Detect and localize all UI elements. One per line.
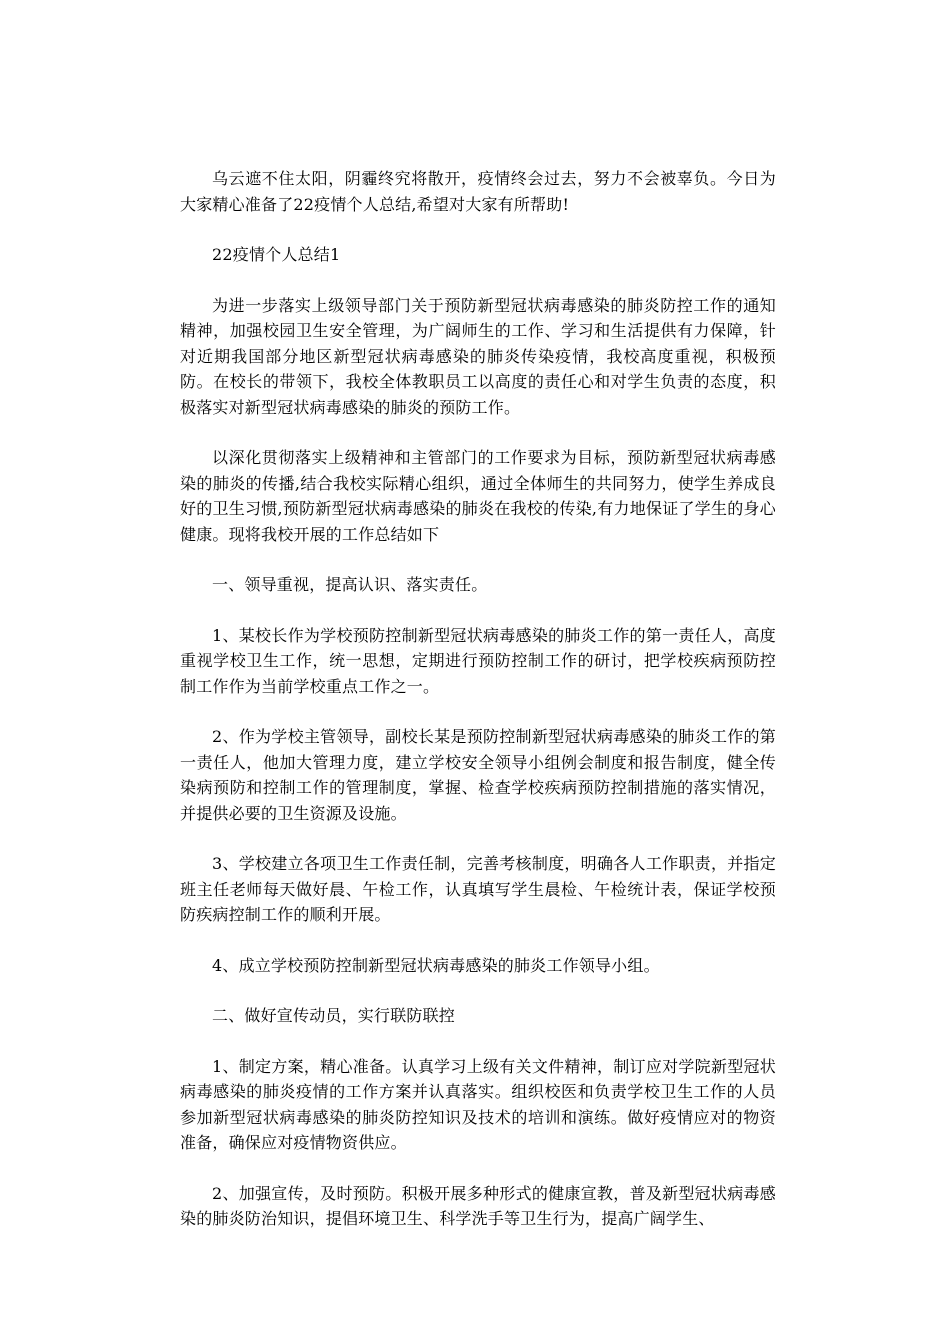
paragraph-spacer <box>180 978 776 1003</box>
paragraph-spacer <box>180 1029 776 1054</box>
list-item: 1、某校长作为学校预防控制新型冠状病毒感染的肺炎工作的第一责任人，高度重视学校卫生工作，统一思想，定期进行预防控制工作的研讨，把学校疾病预防控制工作作为当前学校重点工作之一。 <box>180 625 776 696</box>
list-item: 4、成立学校预防控制新型冠状病毒感染的肺炎工作领导小组。 <box>212 955 660 975</box>
paragraph-spacer <box>180 598 776 623</box>
body-paragraph: 为进一步落实上级领导部门关于预防新型冠状病毒感染的肺炎防控工作的通知精神，加强校园卫生安全管理，为广阔师生的工作、学习和生活提供有力保障，针对近期我国部分地区新型冠状病毒感染的肺炎传染疫情，我校高度重视，积极预防。在校长的带领下，我校全体教职员工以高度的责任心和对学生负责的态度，积极落实对新型冠状病毒感染的肺炎的预防工作。 <box>180 295 776 417</box>
paragraph-spacer <box>180 547 776 572</box>
paragraph-spacer <box>180 699 776 724</box>
paragraph-spacer <box>180 420 776 445</box>
paragraph-spacer <box>180 217 776 242</box>
heading-one: 一、领导重视，提高认识、落实责任。 <box>212 575 488 594</box>
paragraph-spacer <box>180 1156 776 1181</box>
document-body <box>180 166 776 1232</box>
list-item: 3、学校建立各项卫生工作责任制，完善考核制度，明确各人工作职责，并指定班主任老师每天做好晨、午检工作，认真填写学生晨检、午检统计表，保证学校预防疾病控制工作的顺利开展。 <box>180 854 776 924</box>
paragraph-spacer <box>180 928 776 953</box>
section-title: 22疫情个人总结1 <box>212 245 341 264</box>
list-item: 1、制定方案，精心准备。认真学习上级有关文件精神，制订应对学院新型冠状病毒感染的肺炎疫情的工作方案并认真落实。组织校医和负责学校卫生工作的人员参加新型冠状病毒感染的肺炎防控知识及技术的培训和演练。做好疫情应对的物资准备，确保应对疫情物资供应。 <box>180 1056 776 1152</box>
body-paragraph: 以深化贯彻落实上级精神和主管部门的工作要求为目标，预防新型冠状病毒感染的肺炎的传播,结合我校实际精心组织，通过全体师生的共同努力，使学生养成良好的卫生习惯,预防新型冠状病毒感染的肺炎在我校的传染,有力地保证了学生的身心健康。现将我校开展的工作总结如下 <box>180 448 776 544</box>
paragraph-spacer <box>180 268 776 293</box>
paragraph-spacer <box>180 826 776 851</box>
intro-paragraph: 乌云遮不住太阳，阴霾终究将散开，疫情终会过去，努力不会被辜负。今日为大家精心准备了22疫情个人总结,希望对大家有所帮助! <box>180 169 776 214</box>
list-item: 2、作为学校主管领导，副校长某是预防控制新型冠状病毒感染的肺炎工作的第一责任人，他加大管理力度，建立学校安全领导小组例会制度和报告制度，健全传染病预防和控制工作的管理制度，掌握、检查学校疾病预防控制措施的落实情况，并提供必要的卫生资源及设施。 <box>180 727 776 823</box>
heading-two: 二、做好宣传动员，实行联防联控 <box>212 1006 456 1025</box>
list-item: 2、加强宣传，及时预防。积极开展多种形式的健康宣教，普及新型冠状病毒感染的肺炎防治知识，提倡环境卫生、科学洗手等卫生行为，提高广阔学生、 <box>180 1183 776 1228</box>
